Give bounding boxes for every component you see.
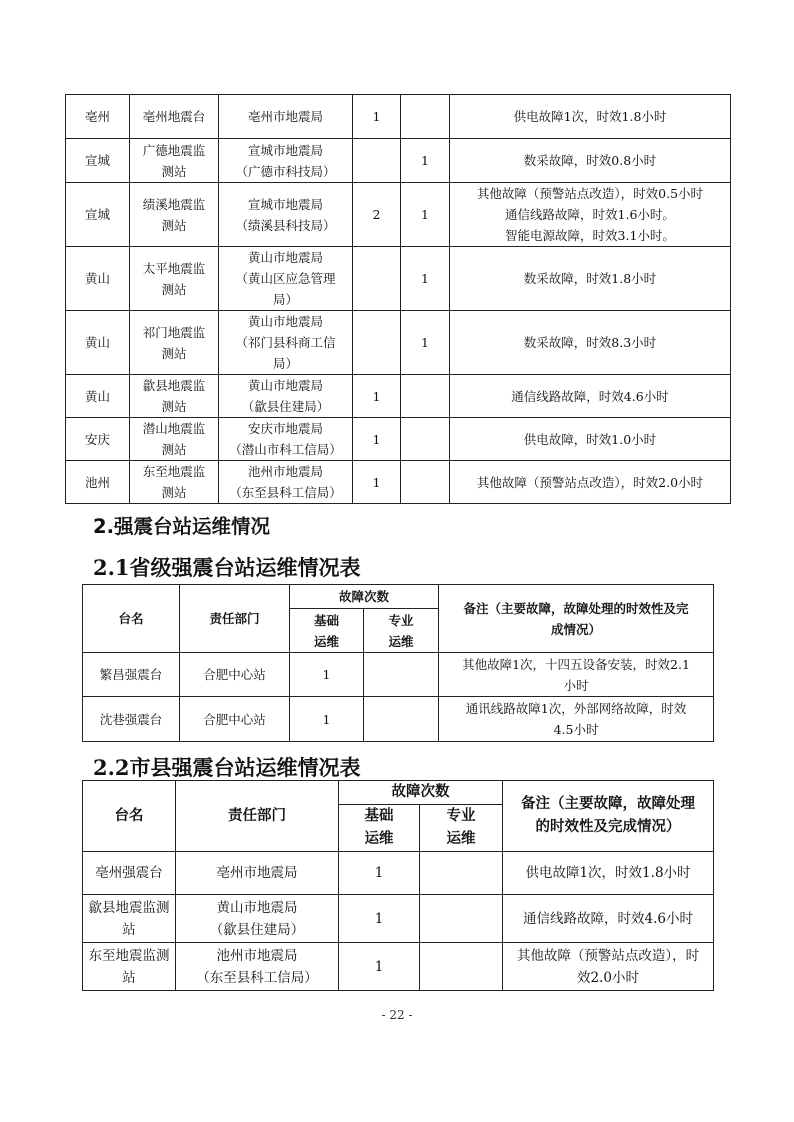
- pro-count-cell: 1: [401, 139, 450, 183]
- name-cell: 东至地震监测 站: [83, 943, 176, 991]
- header-note: 备注（主要故障，故障处理 的时效性及完成情况）: [503, 781, 714, 852]
- pro-count-cell: [420, 895, 503, 943]
- name-cell: 亳州强震台: [83, 852, 176, 895]
- basic-count-cell: [353, 311, 401, 375]
- region-cell: 黄山: [66, 247, 130, 311]
- station-cell: 祁门地震监 测站: [130, 311, 219, 375]
- note-cell: 供电故障，时效1.0小时: [450, 418, 731, 461]
- dept-cell: 黄山市地震局 （黄山区应急管理 局）: [219, 247, 353, 311]
- basic-count-cell: 1: [353, 461, 401, 504]
- note-cell: 通信线路故障，时效4.6小时: [503, 895, 714, 943]
- dept-cell: 合肥中心站: [180, 697, 290, 742]
- pro-count-cell: [401, 418, 450, 461]
- dept-cell: 池州市地震局 （东至县科工信局）: [176, 943, 339, 991]
- dept-cell: 亳州市地震局: [176, 852, 339, 895]
- dept-cell: 宣城市地震局 （绩溪县科技局）: [219, 183, 353, 247]
- city-county-station-table: [82, 780, 714, 991]
- header-basic: 基础 运维: [290, 609, 364, 653]
- name-cell: 繁昌强震台: [83, 653, 180, 697]
- note-cell: 通讯线路故障1次，外部网络故障，时效 4.5小时: [439, 697, 714, 742]
- region-cell: 安庆: [66, 418, 130, 461]
- table-row: [83, 852, 714, 895]
- basic-count-cell: 1: [339, 895, 420, 943]
- header-note: 备注（主要故障，故障处理的时效性及完 成情况）: [439, 585, 714, 653]
- pro-count-cell: [401, 375, 450, 418]
- pro-count-cell: 1: [401, 311, 450, 375]
- basic-count-cell: 2: [353, 183, 401, 247]
- note-cell: 供电故障1次，时效1.8小时: [503, 852, 714, 895]
- section-heading: 2.强震台站运维情况: [93, 515, 270, 538]
- header-name: 台名: [83, 585, 180, 653]
- provincial-station-table: [82, 584, 714, 742]
- pro-count-cell: [401, 461, 450, 504]
- dept-cell: 黄山市地震局 （歙县住建局）: [219, 375, 353, 418]
- basic-count-cell: [353, 139, 401, 183]
- pro-count-cell: 1: [401, 247, 450, 311]
- note-cell: 其他故障（预警站点改造），时效2.0小时: [450, 461, 731, 504]
- subsection-title-provincial: 2.1省级强震台站运维情况表: [93, 555, 361, 580]
- table-row: [66, 461, 731, 504]
- dept-cell: 亳州市地震局: [219, 95, 353, 139]
- table-row: [66, 183, 731, 247]
- table-header-row: [83, 585, 714, 609]
- basic-count-cell: [353, 247, 401, 311]
- dept-cell: 黄山市地震局 （歙县住建局）: [176, 895, 339, 943]
- station-cell: 绩溪地震监 测站: [130, 183, 219, 247]
- basic-count-cell: 1: [353, 95, 401, 139]
- table-row: [66, 247, 731, 311]
- dept-cell: 宣城市地震局 （广德市科技局）: [219, 139, 353, 183]
- table-row: [66, 139, 731, 183]
- table-row: [66, 418, 731, 461]
- table-row: [83, 697, 714, 742]
- pro-count-cell: [420, 852, 503, 895]
- note-cell: 供电故障1次，时效1.8小时: [450, 95, 731, 139]
- name-cell: 沈巷强震台: [83, 697, 180, 742]
- dept-cell: 黄山市地震局 （祁门县科商工信 局）: [219, 311, 353, 375]
- header-dept: 责任部门: [180, 585, 290, 653]
- region-cell: 黄山: [66, 375, 130, 418]
- header-name: 台名: [83, 781, 176, 852]
- note-cell: 数采故障，时效1.8小时: [450, 247, 731, 311]
- pro-count-cell: [364, 697, 439, 742]
- table-row: [83, 895, 714, 943]
- station-table-continued: [65, 94, 731, 504]
- table-row: [66, 311, 731, 375]
- note-cell: 其他故障1次，十四五设备安装，时效2.1 小时: [439, 653, 714, 697]
- basic-count-cell: 1: [339, 852, 420, 895]
- header-dept: 责任部门: [176, 781, 339, 852]
- dept-cell: 合肥中心站: [180, 653, 290, 697]
- station-cell: 太平地震监 测站: [130, 247, 219, 311]
- header-pro: 专业 运维: [364, 609, 439, 653]
- basic-count-cell: 1: [290, 653, 364, 697]
- header-pro: 专业 运维: [420, 805, 503, 852]
- dept-cell: 池州市地震局 （东至县科工信局）: [219, 461, 353, 504]
- basic-count-cell: 1: [339, 943, 420, 991]
- header-faults: 故障次数: [339, 781, 503, 805]
- header-faults: 故障次数: [290, 585, 439, 609]
- region-cell: 宣城: [66, 139, 130, 183]
- note-cell: 数采故障，时效0.8小时: [450, 139, 731, 183]
- region-cell: 宣城: [66, 183, 130, 247]
- subsection-title-city-county: 2.2市县强震台站运维情况表: [93, 755, 361, 780]
- basic-count-cell: 1: [290, 697, 364, 742]
- table-header-row: [83, 781, 714, 805]
- region-cell: 亳州: [66, 95, 130, 139]
- pro-count-cell: [401, 95, 450, 139]
- header-basic: 基础 运维: [339, 805, 420, 852]
- note-cell: 通信线路故障，时效4.6小时: [450, 375, 731, 418]
- table-row: [83, 653, 714, 697]
- pro-count-cell: 1: [401, 183, 450, 247]
- station-cell: 歙县地震监 测站: [130, 375, 219, 418]
- dept-cell: 安庆市地震局 （潜山市科工信局）: [219, 418, 353, 461]
- station-cell: 东至地震监 测站: [130, 461, 219, 504]
- table-row: [66, 95, 731, 139]
- pro-count-cell: [364, 653, 439, 697]
- note-cell: 数采故障，时效8.3小时: [450, 311, 731, 375]
- basic-count-cell: 1: [353, 375, 401, 418]
- page-number: - 22 -: [381, 1008, 413, 1022]
- table-row: [66, 375, 731, 418]
- region-cell: 黄山: [66, 311, 130, 375]
- basic-count-cell: 1: [353, 418, 401, 461]
- region-cell: 池州: [66, 461, 130, 504]
- station-cell: 亳州地震台: [130, 95, 219, 139]
- station-cell: 潜山地震监 测站: [130, 418, 219, 461]
- pro-count-cell: [420, 943, 503, 991]
- note-cell: 其他故障（预警站点改造），时 效2.0小时: [503, 943, 714, 991]
- station-cell: 广德地震监 测站: [130, 139, 219, 183]
- note-cell: 其他故障（预警站点改造），时效0.5小时 通信线路故障，时效1.6小时。 智能电源故障，时效3.1小时。: [450, 183, 731, 247]
- table-row: [83, 943, 714, 991]
- name-cell: 歙县地震监测 站: [83, 895, 176, 943]
